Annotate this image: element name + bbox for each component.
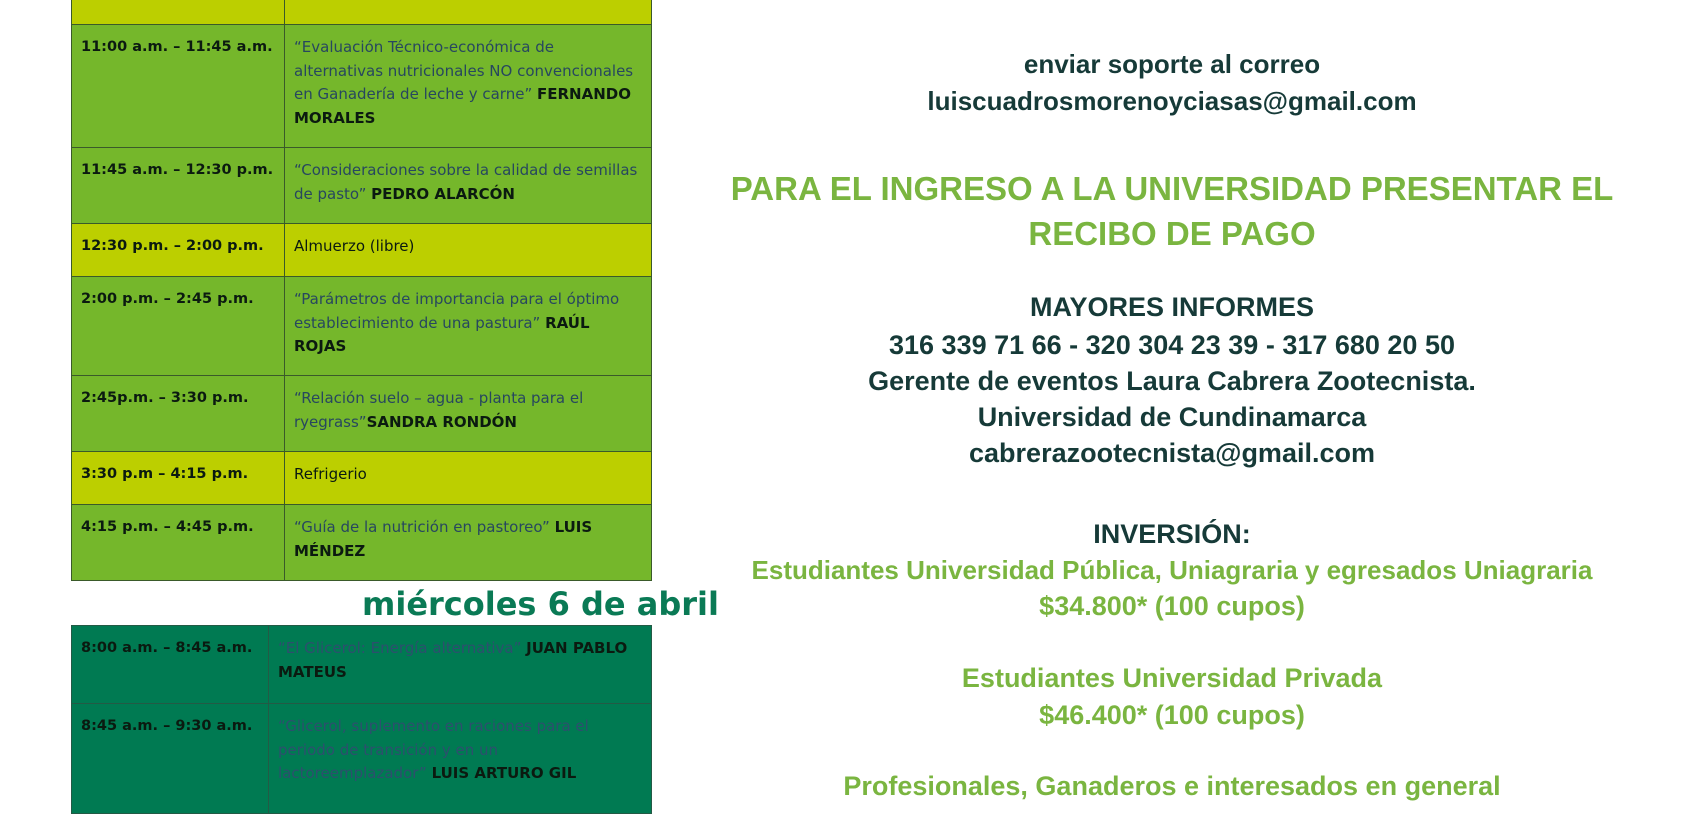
talk-title: “Guía de la nutrición en pastoreo” xyxy=(294,518,550,536)
private-students-label: Estudiantes Universidad Privada xyxy=(961,663,1383,693)
support-instruction: enviar soporte al correo xyxy=(1023,49,1321,79)
talk-cell xyxy=(285,148,652,224)
speaker-name: SANDRA RONDÓN xyxy=(366,412,517,431)
contact-email: cabrerazootecnista@gmail.com xyxy=(969,438,1375,468)
talk-title: “Consideraciones sobre la calidad de semillas de pasto” xyxy=(294,161,638,203)
schedule-row xyxy=(72,0,652,25)
support-email: luiscuadrosmorenoyciasas@gmail.com xyxy=(927,86,1417,116)
schedule-row xyxy=(72,277,652,376)
more-info-heading: MAYORES INFORMES xyxy=(1029,292,1315,322)
talk-title: “Relación suelo – agua - planta para el ryegrass” xyxy=(294,389,584,431)
talk-cell xyxy=(285,25,652,148)
schedule-row xyxy=(72,704,652,814)
speaker-name: FERNANDO MORALES xyxy=(294,85,631,127)
speaker-name: JUAN PABLO MATEUS xyxy=(278,639,628,681)
speaker-name: LUIS ARTURO GIL xyxy=(431,764,577,782)
time-cell: 8:45 a.m. – 9:30 a.m. xyxy=(72,704,269,814)
entry-notice-line1: PARA EL INGRESO A LA UNIVERSIDAD PRESENTAR EL xyxy=(730,170,1614,207)
time-cell: 12:30 p.m. – 2:00 p.m. xyxy=(72,224,285,277)
schedule-row xyxy=(72,376,652,452)
public-students-price: $34.800* (100 cupos) xyxy=(1039,591,1305,621)
talk-title: “Glicerol, suplemento en raciones para el periodo de transición y en un lactoreemplazador” xyxy=(278,717,589,782)
talk-title: “Evaluación Técnico-económica de alternativas nutricionales NO convencionales en Ganadería de leche y carne” xyxy=(294,38,634,103)
schedule-table-wednesday xyxy=(71,625,652,814)
talk-cell xyxy=(269,626,652,704)
time-cell xyxy=(72,0,285,25)
time-cell: 11:45 a.m. – 12:30 p.m. xyxy=(72,148,285,224)
schedule-row xyxy=(72,505,652,581)
talk-cell xyxy=(285,505,652,581)
time-cell: 11:00 a.m. – 11:45 a.m. xyxy=(72,25,285,148)
schedule-row xyxy=(72,25,652,148)
talk-cell xyxy=(285,277,652,376)
time-cell: 4:15 p.m. – 4:45 p.m. xyxy=(72,505,285,581)
schedule-row xyxy=(72,148,652,224)
private-students-price: $46.400* (100 cupos) xyxy=(1039,700,1305,730)
phone-numbers: 316 339 71 66 - 320 304 23 39 - 317 680 20 50 xyxy=(889,330,1455,360)
entry-notice-line2: RECIBO DE PAGO xyxy=(1028,215,1316,252)
time-cell: 3:30 p.m – 4:15 p.m. xyxy=(72,452,285,505)
talk-title: “Parámetros de importancia para el óptimo establecimiento de una pastura” xyxy=(294,290,620,332)
speaker-name: PEDRO ALARCÓN xyxy=(371,184,515,203)
speaker-name: RAÚL ROJAS xyxy=(294,313,590,355)
time-cell: 2:45p.m. – 3:30 p.m. xyxy=(72,376,285,452)
schedule-row xyxy=(72,224,652,277)
schedule-row xyxy=(72,626,652,704)
public-students-label: Estudiantes Universidad Pública, Uniagraria y egresados Uniagraria xyxy=(751,555,1593,585)
investment-heading: INVERSIÓN: xyxy=(1093,519,1251,549)
time-cell: 2:00 p.m. – 2:45 p.m. xyxy=(72,277,285,376)
activity-cell: Almuerzo (libre) xyxy=(285,224,652,277)
talk-cell xyxy=(269,704,652,814)
event-manager: Gerente de eventos Laura Cabrera Zootecnista. xyxy=(868,366,1476,396)
schedule-row xyxy=(72,452,652,505)
talk-title: “El Glicerol: Energía alternativa” xyxy=(278,639,522,657)
professionals-label: Profesionales, Ganaderos e interesados en general xyxy=(843,771,1501,801)
day-heading: miércoles 6 de abril xyxy=(362,585,719,623)
time-cell: 8:00 a.m. – 8:45 a.m. xyxy=(72,626,269,704)
activity-cell xyxy=(285,0,652,25)
activity-cell: Refrigerio xyxy=(285,452,652,505)
university-name: Universidad de Cundinamarca xyxy=(977,402,1367,432)
talk-cell xyxy=(285,376,652,452)
schedule-table-tuesday xyxy=(71,0,652,581)
speaker-name: LUIS MÉNDEZ xyxy=(294,518,593,560)
